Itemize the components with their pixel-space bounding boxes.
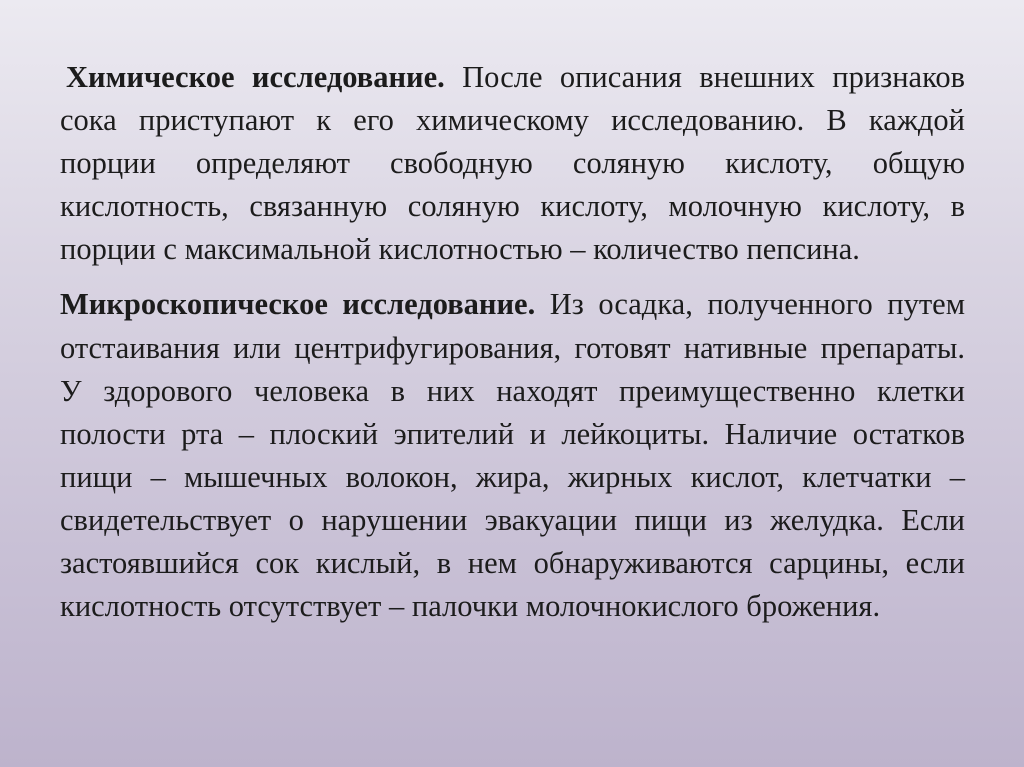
paragraph-text: После описания внешних признаков сока приступают к его химическому исследованию. В каждой порции определяют свободную соляную кислоту, общую кислотность, связанную соляную кислоту, молочную кислоту, в порции с максимальной кислотностью – количество пепсина.	[60, 60, 965, 267]
paragraph-heading: Микроскопическое исследование.	[60, 287, 536, 322]
slide-content	[60, 56, 965, 628]
paragraph-heading: Химическое исследование.	[66, 60, 445, 94]
paragraph-microscopic-examination	[60, 283, 965, 628]
paragraph-text: Из осадка, полученного путем отстаивания или центрифугирования, готовят нативные препараты. У здорового человека в них находят преимущественно клетки полости рта – плоский эпителий и лейкоциты. Наличие остатков пищи – мышечных волокон, жира, жирных кислот, клетчатки – свидетельствует о нарушении эвакуации пищи из желудка. Если застоявшийся сок кислый, в нем обнаруживаются сарцины, если кислотность отсутствует – палочки молочнокислого брожения.	[60, 287, 965, 624]
paragraph-chemical-examination	[60, 56, 965, 271]
